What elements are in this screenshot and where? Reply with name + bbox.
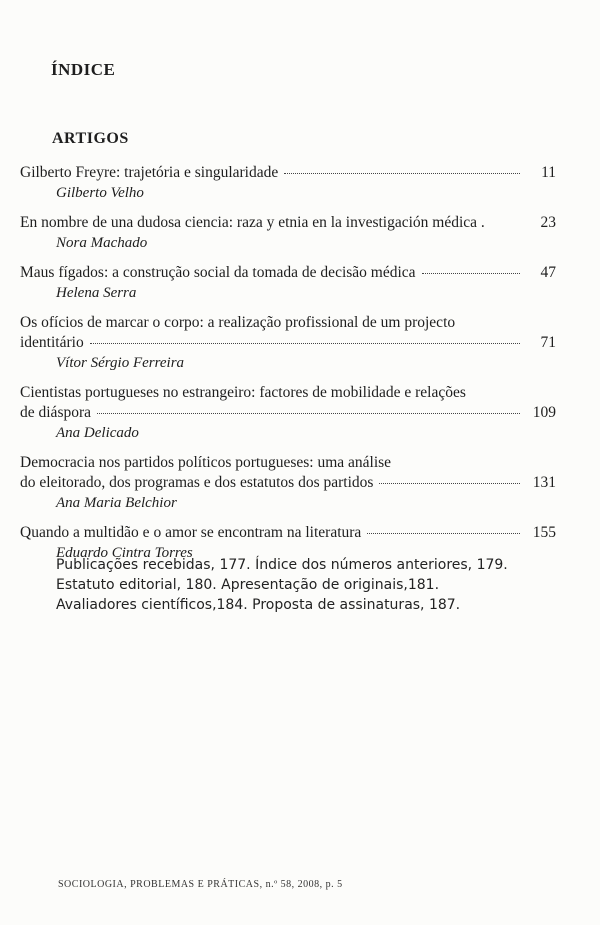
toc-entry-title: Maus fígados: a construção social da tomada de decisão médica bbox=[20, 263, 520, 283]
page-footer: SOCIOLOGIA, PROBLEMAS E PRÁTICAS, n.º 58, 2008, p. 5 bbox=[58, 879, 343, 890]
toc-entry-title: Cientistas portugueses no estrangeiro: factores de mobilidade e relações bbox=[20, 384, 466, 401]
toc-entry[interactable] bbox=[20, 313, 556, 373]
toc-entry-title-continued: identitário bbox=[20, 333, 520, 353]
toc-page-number: 47 bbox=[540, 264, 556, 281]
toc-entry[interactable] bbox=[20, 163, 556, 203]
toc-author: Gilberto Velho bbox=[56, 185, 144, 201]
dot-leader bbox=[284, 173, 520, 174]
toc-author: Helena Serra bbox=[56, 285, 137, 301]
toc-entry-title: Quando a multidão e o amor se encontram na literatura bbox=[20, 523, 520, 543]
index-heading: ÍNDICE bbox=[51, 60, 116, 79]
dot-leader bbox=[90, 343, 520, 344]
dot-leader bbox=[422, 273, 520, 274]
toc-page-number: 109 bbox=[532, 404, 556, 421]
dot-leader bbox=[97, 413, 520, 414]
toc-entry-title-continued: de diáspora bbox=[20, 403, 520, 423]
toc-author: Ana Delicado bbox=[56, 425, 139, 441]
toc-author: Vítor Sérgio Ferreira bbox=[56, 355, 185, 371]
toc-entry-title: Os ofícios de marcar o corpo: a realização profissional de um projecto bbox=[20, 314, 456, 331]
additional-contents bbox=[56, 555, 508, 615]
toc-entry[interactable] bbox=[20, 213, 556, 253]
table-of-contents bbox=[20, 163, 556, 573]
toc-page-number: 155 bbox=[532, 524, 556, 541]
toc-entry-title-continued: do eleitorado, dos programas e dos estatutos dos partidos bbox=[20, 473, 520, 493]
toc-entry[interactable] bbox=[20, 263, 556, 303]
toc-entry-title: Democracia nos partidos políticos portugueses: uma análise bbox=[20, 454, 392, 471]
dot-leader bbox=[379, 483, 520, 484]
toc-entry-title: En nombre de una dudosa ciencia: raza y etnia en la investigación médica . bbox=[20, 214, 485, 231]
toc-page-number: 11 bbox=[541, 164, 556, 181]
notes-line: Avaliadores científicos,184. Proposta de assinaturas, 187. bbox=[56, 597, 461, 613]
notes-line: Publicações recebidas, 177. Índice dos números anteriores, 179. bbox=[56, 557, 508, 573]
section-heading: ARTIGOS bbox=[52, 130, 129, 147]
notes-line: Estatuto editorial, 180. Apresentação de originais,181. bbox=[56, 577, 440, 593]
dot-leader bbox=[367, 533, 520, 534]
toc-author: Ana Maria Belchior bbox=[56, 495, 177, 511]
toc-author: Eduardo Cintra Torres bbox=[56, 545, 193, 561]
toc-entry-title: Gilberto Freyre: trajetória e singularidade bbox=[20, 163, 520, 183]
toc-page-number: 71 bbox=[540, 334, 556, 351]
toc-page-number: 23 bbox=[540, 214, 556, 231]
toc-entry[interactable] bbox=[20, 453, 556, 513]
toc-page-number: 131 bbox=[532, 474, 556, 491]
toc-entry[interactable] bbox=[20, 383, 556, 443]
toc-author: Nora Machado bbox=[56, 235, 148, 251]
